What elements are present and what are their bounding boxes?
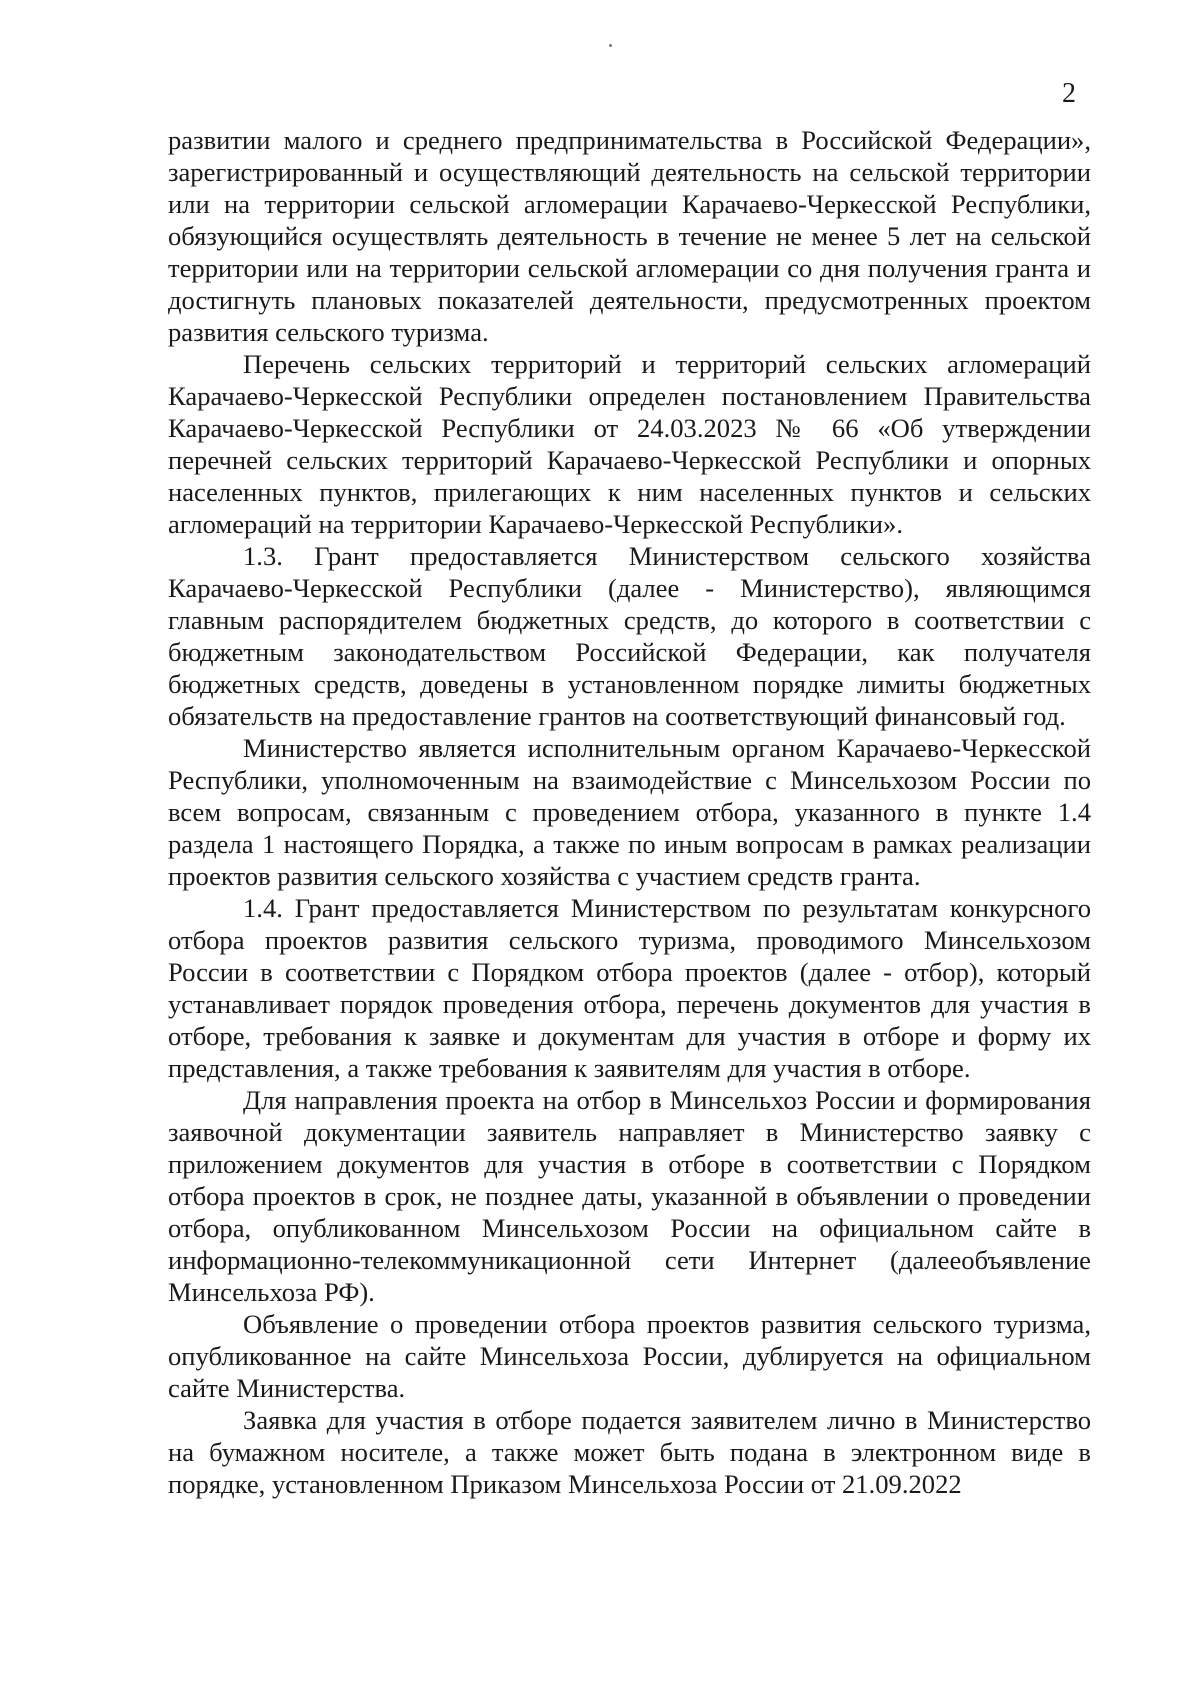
paragraph-6: Для направления проекта на отбор в Минсельхоз России и формирования заявочной документации заявитель направляет в Министерство заявку с приложением документов для участия в отборе в соответствии с Порядком отбора проектов в срок, не позднее даты, указанной в объявлении о проведении отбора, опубликованном Минсельхозом России на официальном сайте в информационно-телекоммуникационной сети Интернет (далееобъявление Минсельхоза РФ). <box>168 1085 1091 1307</box>
paragraph-8: Заявка для участия в отборе подается заявителем лично в Министерство на бумажном носителе, а также может быть подана в электронном виде в порядке, установленном Приказом Минсельхоза России от 21.09.2022 <box>168 1405 1091 1499</box>
scan-mark <box>609 44 612 47</box>
paragraph-3: 1.3. Грант предоставляется Министерством сельского хозяйства Карачаево-Черкесской Республики (далее - Министерство), являющимся главным распорядителем бюджетных средств, до которого в соответствии с бюджетным законодательством Российской Федерации, как получателя бюджетных средств, доведены в установленном порядке лимиты бюджетных обязательств на предоставление грантов на соответствующий финансовый год. <box>168 541 1091 731</box>
paragraph-5: 1.4. Грант предоставляется Министерством по результатам конкурсного отбора проектов развития сельского туризма, проводимого Минсельхозом России в соответствии с Порядком отбора проектов (далее - отбор), который устанавливает порядок проведения отбора, перечень документов для участия в отборе, требования к заявке и документам для участия в отборе и форму их представления, а также требования к заявителям для участия в отборе. <box>168 893 1091 1083</box>
paragraph-7: Объявление о проведении отбора проектов развития сельского туризма, опубликованное на сайте Минсельхоза России, дублируется на официальном сайте Министерства. <box>168 1309 1091 1403</box>
document-body <box>168 124 1091 1500</box>
paragraph-1: развитии малого и среднего предпринимательства в Российской Федерации», зарегистрированный и осуществляющий деятельность на сельской территории или на территории сельской агломерации Карачаево-Черкесской Республики, обязующийся осуществлять деятельность в течение не менее 5 лет на сельской территории или на территории сельской агломерации со дня получения гранта и достигнуть плановых показателей деятельности, предусмотренных проектом развития сельского туризма. <box>168 125 1091 347</box>
paragraph-4: Министерство является исполнительным органом Карачаево-Черкесской Республики, уполномоченным на взаимодействие с Минсельхозом России по всем вопросам, связанным с проведением отбора, указанного в пункте 1.4 раздела 1 настоящего Порядка, а также по иным вопросам в рамках реализации проектов развития сельского хозяйства с участием средств гранта. <box>168 733 1091 891</box>
page-number: 2 <box>1062 78 1076 109</box>
paragraph-2: Перечень сельских территорий и территорий сельских агломераций Карачаево-Черкесской Республики определен постановлением Правительства Карачаево-Черкесской Республики от 24.03.2023 № 66 «Об утверждении перечней сельских территорий Карачаево-Черкесской Республики и опорных населенных пунктов, прилегающих к ним населенных пунктов и сельских агломераций на территории Карачаево-Черкесской Республики». <box>168 349 1091 539</box>
